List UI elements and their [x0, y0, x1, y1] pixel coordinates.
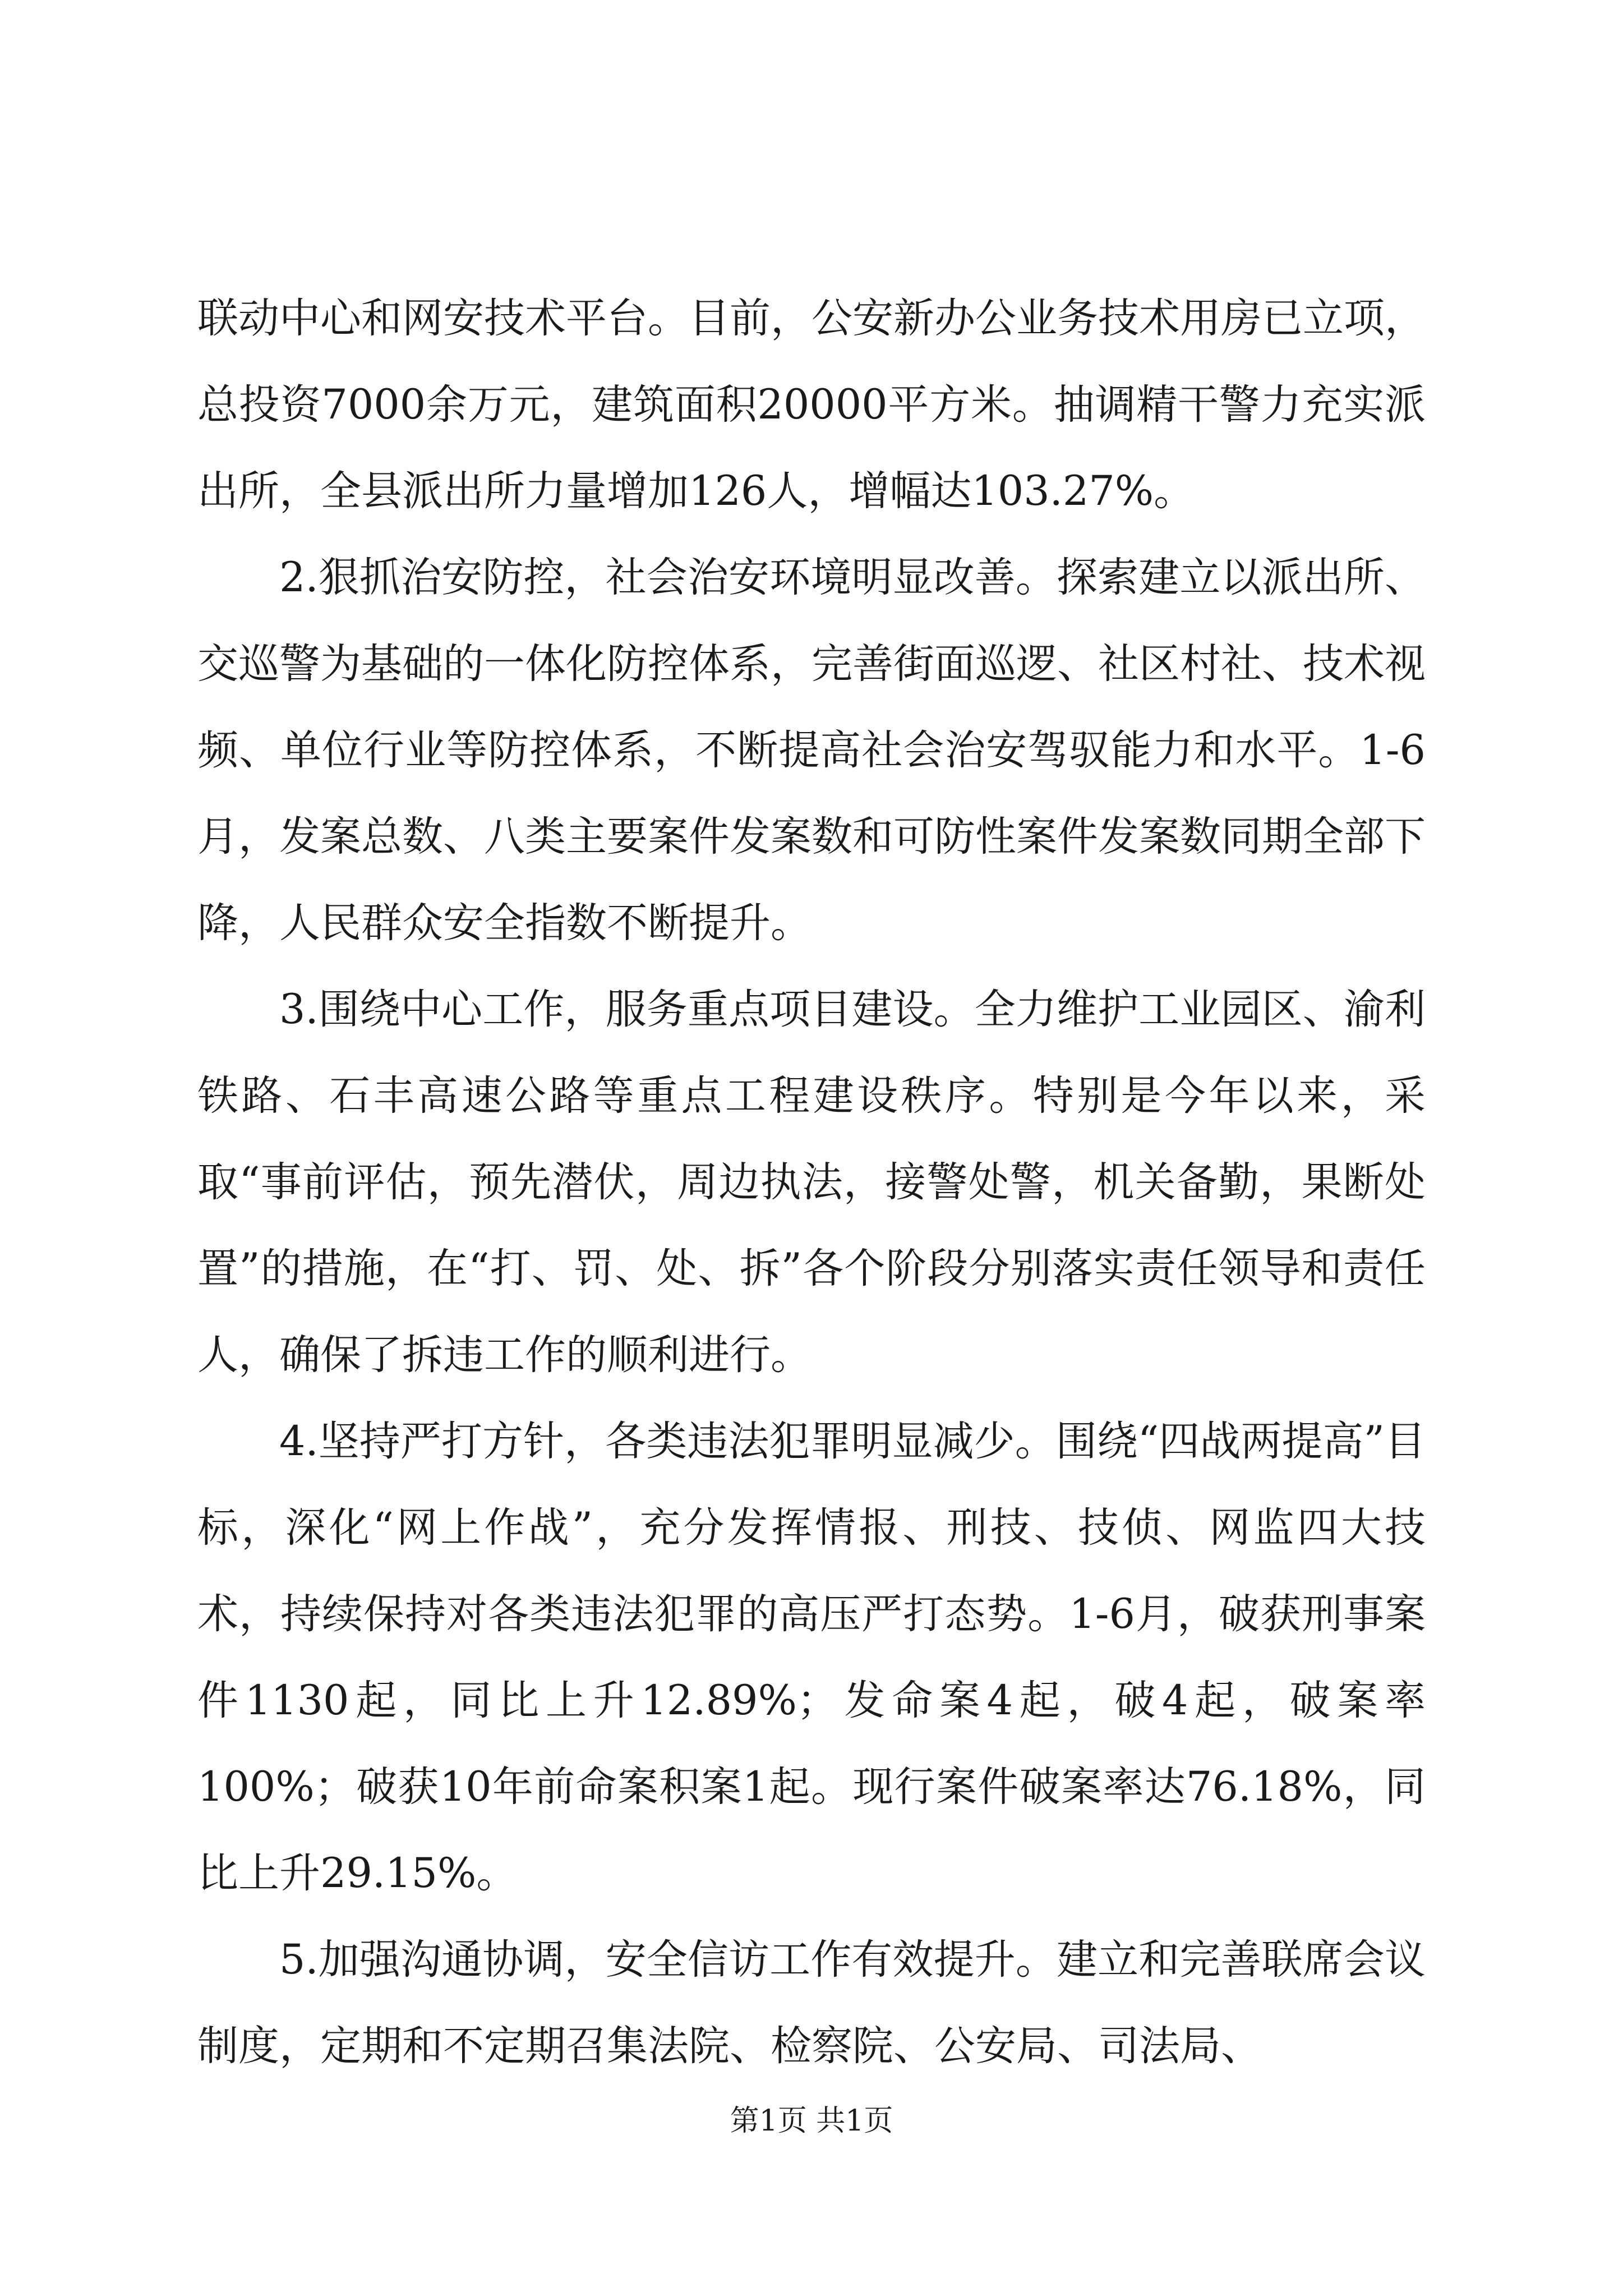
- paragraph-5-communication-coordination: 5.加强沟通协调，安全信访工作有效提升。建立和完善联席会议制度，定期和不定期召集法院、检察院、公安局、司法局、: [197, 1936, 1426, 2070]
- page-footer: 第1页 共1页: [730, 2104, 893, 2138]
- paragraph-2-public-security-prevention: 2.狠抓治安防控，社会治安环境明显改善。探索建立以派出所、交巡警为基础的一体化防控体系，完善街面巡逻、社区村社、技术视频、单位行业等防控体系，不断提高社会治安驾驭能力和水平。1-6月，发案总数、八类主要案件发案数和可防性案件发案数同期全部下降，人民群众安全指数不断提升。: [197, 554, 1426, 947]
- paragraph-continuation: 联动中心和网安技术平台。目前，公安新办公业务技术用房已立项，总投资7000余万元，建筑面积20000平方米。抽调精干警力充实派出所，全县派出所力量增加126人，增幅达103.27%。: [197, 295, 1426, 515]
- paragraph-3-key-project-service: 3.围绕中心工作，服务重点项目建设。全力维护工业园区、渝利铁路、石丰高速公路等重点工程建设秩序。特别是今年以来，采取“事前评估，预先潜伏，周边执法，接警处警，机关备勤，果断处置”的措施，在“打、罚、处、拆”各个阶段分别落实责任领导和责任人，确保了拆违工作的顺利进行。: [197, 986, 1426, 1379]
- paragraph-4-strike-hard-policy: 4.坚持严打方针，各类违法犯罪明显减少。围绕“四战两提高”目标，深化“网上作战”，充分发挥情报、刑技、技侦、网监四大技术，持续保持对各类违法犯罪的高压严打态势。1-6月，破获刑事案件1130起，同比上升12.89%；发命案4起，破4起，破案率100%；破获10年前命案积案1起。现行案件破案率达76.18%，同比上升29.15%。: [197, 1418, 1426, 1897]
- document-body: [197, 275, 1426, 2090]
